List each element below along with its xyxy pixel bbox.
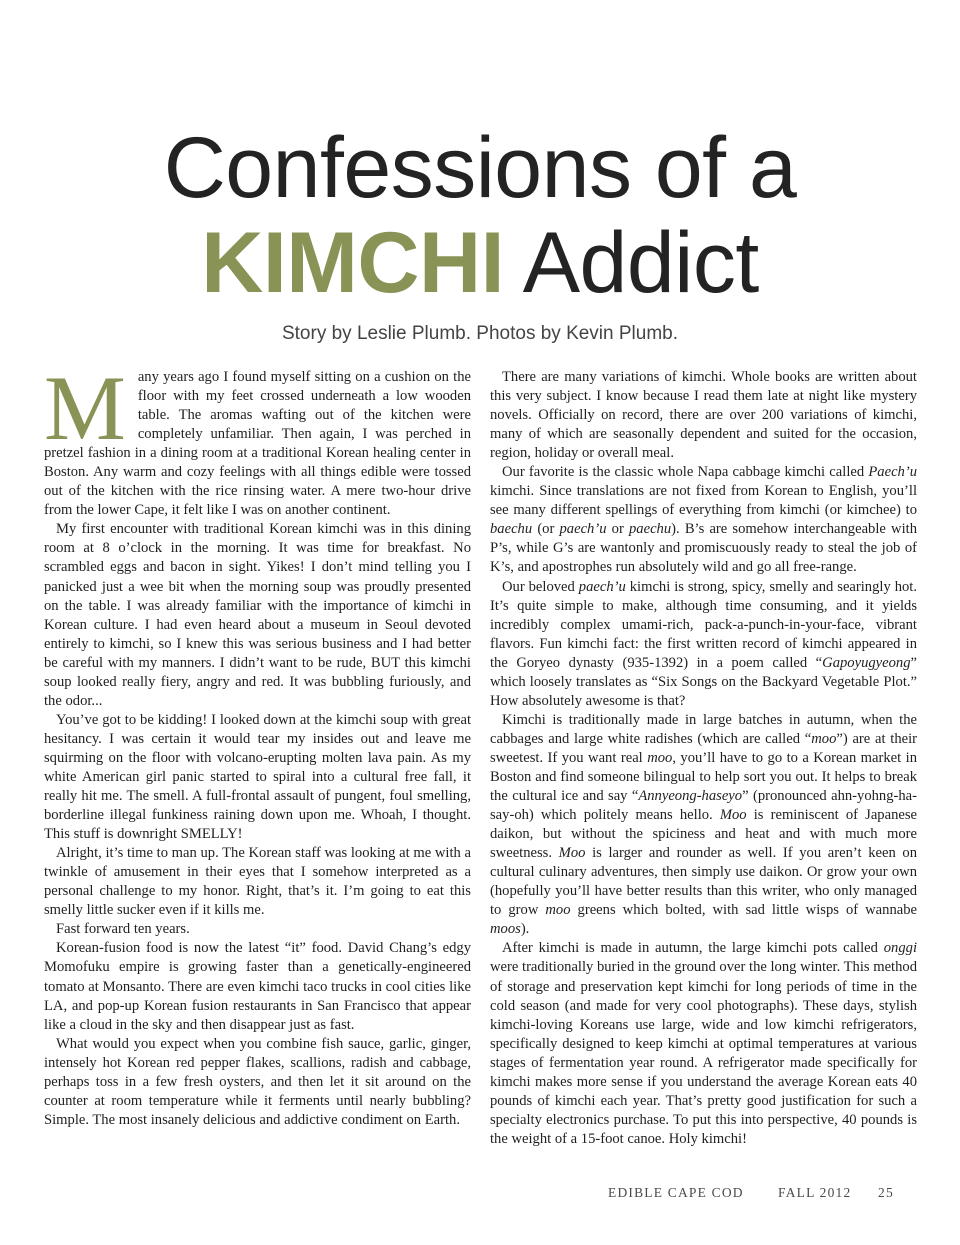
footer-issue: FALL 2012 [778, 1185, 852, 1200]
text-run: ”) are at their sweetest. If you want real [490, 730, 918, 766]
text-run: kimchi. Since translations are not fixed from Korean to English, you’ll see many different spellings of everything from kimchi (or kimchee) to [490, 483, 917, 519]
headline-line-1 [0, 120, 960, 216]
text-run: After kimchi is made in autumn, the large kimchi pots called [502, 940, 884, 957]
paragraph: My first encounter with traditional Korean kimchi was in this dining room at 8 o’clock in the morning. It was time for breakfast. No scrambled eggs and bacon in sight. Yikes! I don’t mind telling you I panicked just a wee bit when the morning soup was proudly presented on the table. I was already familiar with the importance of kimchi in Korean culture. I had even heard about a museum in Seoul devoted entirely to kimchi, so I knew this was serious business and I had better be careful with my manners. I didn’t want to be rude, BUT this kimchi soup looked really fiery, angry and red. It was bubbling furiously, and the odor... [44, 521, 471, 709]
right-column [490, 368, 917, 1149]
korean-term: moo [811, 730, 837, 747]
korean-term: Moo [558, 845, 586, 862]
paragraph [490, 463, 917, 577]
korean-term: moos [490, 921, 521, 938]
korean-term: Moo [719, 807, 747, 824]
paragraph: Korean-fusion food is now the latest “it” food. David Chang’s edgy Momofuku empire is growing faster than a genetically-engineered tomato at Monsanto. There are even kimchi taco trucks in cool cities like LA, and pop-up Korean fusion restaurants in San Francisco that appear like a cloud in the sky and then disappear just as fast. [44, 940, 471, 1033]
page-number: 25 [878, 1185, 894, 1200]
headline-line-2 [0, 215, 960, 311]
paragraph [490, 711, 917, 940]
paragraph [44, 357, 471, 520]
headline-addict: Addict [522, 215, 759, 311]
text-run: ” which loosely translates as “Six Songs on the Backyard Vegetable Plot.” How absolutely awesome is that? [490, 654, 917, 709]
korean-term: onggi [883, 940, 917, 957]
text-run: ” (pronounced ahn-yohng-ha-say-oh) which politely means hello. [490, 788, 918, 824]
text-run: or [606, 521, 629, 538]
paragraph: There are many variations of kimchi. Whole books are written about this very subject. I know because I read them late at night like mystery novels. Officially on record, there are over 200 variations of kimchi, many of which are seasonally dependent and suited for the occasion, region, holiday or overall meal. [490, 369, 917, 462]
paragraph: Alright, it’s time to man up. The Korean staff was looking at me with a twinkle of amusement in their eyes that I somehow interpreted as a personal challenge to my honor. Right, that’s it. I’m going to eat this smelly little sucker even if it kills me. [44, 845, 471, 919]
korean-term: paech’u [559, 521, 607, 538]
text-run: Kimchi is traditionally made in large batches in autumn, when the cabbages and large white radishes (which are called “ [490, 711, 917, 747]
text-run: greens which bolted, with sad little wisps of wannabe [570, 902, 917, 919]
korean-term: paechu [629, 521, 672, 538]
text-run: is reminiscent of Japanese daikon, but without the spiciness and heat and with much more sweetness. [490, 807, 918, 862]
text-run: kimchi is strong, spicy, smelly and searingly hot. It’s quite simple to make, although time consuming, and it yields incredibly complex umami-rich, pack-a-punch-in-your-face, vibrant flavors. Fun kimchi fact: the first written record of kimchi appeared in the Goryeo dynasty (935-1392) in a poem called “ [490, 578, 917, 671]
korean-term: Gapoyugyeong [822, 654, 911, 671]
paragraph: You’ve got to be kidding! I looked down at the kimchi soup with great hesitancy. I was certain it would tear my insides out and leave me squirming on the floor with volcano-erupting molten lava pain. As my white American girl panic started to spiral into a cultural free fall, it really hit me. The smell. A full-frontal assault of pungent, foul smelling, borderline illegal funkiness raining down upon me. Whoah, I thought. This stuff is downright SMELLY! [44, 711, 471, 843]
korean-term: Paech’u [868, 464, 917, 481]
text-run: ). B’s are somehow interchangeable with P’s, while G’s are wantonly and promiscuously ready to steal the job of K’s, and apostrophes run absolutely wild and go all free-range. [490, 521, 917, 576]
paragraph: What would you expect when you combine fish sauce, garlic, ginger, intensely hot Korean red pepper flakes, scallions, radish and cabbage, perhaps toss in a few fresh oysters, and then let it sit around on the counter at room temperature while it ferments until nearly bubbling? Simple. The most insanely delicious and addictive condiment on Earth. [44, 1035, 471, 1128]
korean-term: Annyeong-haseyo [638, 788, 743, 805]
text-run: Our favorite is the classic whole Napa cabbage kimchi called [502, 464, 869, 481]
left-column [44, 357, 471, 1130]
paragraph [490, 578, 917, 711]
footer-magazine-name: EDIBLE CAPE COD [608, 1185, 744, 1200]
text-run: is larger and rounder as well. If you aren’t keen on cultural culinary adventures, then simply use daikon. Or grow your own (hopefully you’ll have better results than this writer, who only managed to grow [490, 845, 917, 919]
headline-kimchi: KIMCHI [201, 215, 505, 311]
korean-term: moo [647, 749, 673, 766]
paragraph [490, 939, 917, 1149]
paragraph-text: any years ago I found myself sitting on a cushion on the floor with my feet crossed underneath a low wooden table. The aromas wafting out of the kitchen were completely unfamiliar. Then again, I was perched in pretzel fashion in a dining room at a traditional Korean healing center in Boston. Any warm and cozy feelings with all things edible were tossed out of the kitchen with the rice rinsing water. A mere two-hour drive from the lower Cape, it felt like I was on another continent. [44, 369, 471, 519]
paragraph: Fast forward ten years. [56, 921, 190, 938]
korean-term: baechu [490, 521, 533, 538]
text-run: (or [532, 521, 560, 538]
text-run: ). [520, 921, 530, 938]
byline: Story by Leslie Plumb. Photos by Kevin Plumb. [281, 323, 679, 344]
text-run: , you’ll have to go to a Korean market in Boston and find someone bilingual to help sort you out. It helps to break the cultural ice and say “ [490, 749, 918, 805]
korean-term: moo [545, 902, 571, 919]
korean-term: paech’u [578, 578, 626, 595]
drop-cap: M [44, 357, 126, 459]
headline-text-confessions: Confessions of a [163, 120, 797, 216]
page-footer [608, 1185, 900, 1201]
text-run: were traditionally buried in the ground over the long winter. This method of storage and preservation kept kimchi for long periods of time in the cold season (and made for very cool photographs). These days, stylish kimchi-loving Koreans use large, wide and low kimchi refrigerators, specifically designed to keep kimchi at optimal temperatures at various stages of fermentation year round. A refrigerator made specifically for kimchi makes more sense if you understand the average Korean eats 40 pounds of kimchi each year. That’s pretty good justification for such a specialty electronics purchase. To put this into perspective, 40 pounds is the weight of a 15-foot canoe. Holy kimchi! [490, 959, 917, 1147]
text-run: Our beloved [502, 578, 579, 595]
